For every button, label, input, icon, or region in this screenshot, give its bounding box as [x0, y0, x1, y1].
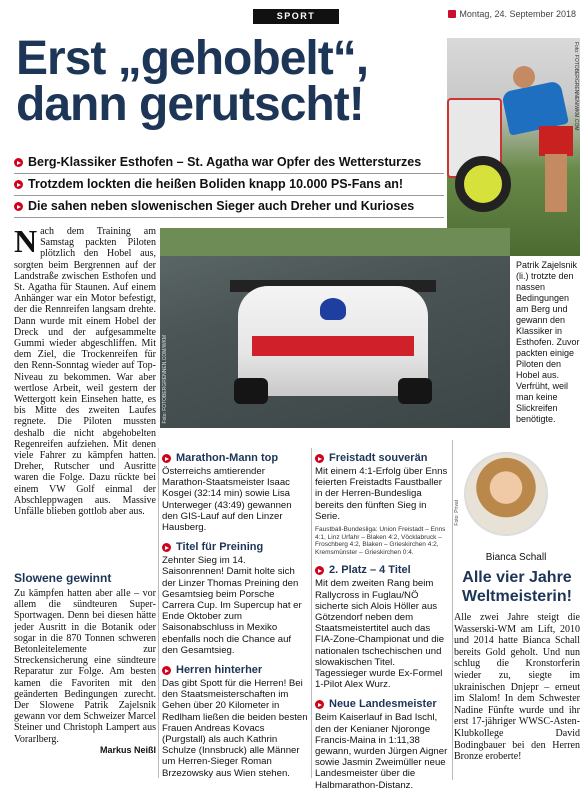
news-results: Faustball-Bundesliga: Union Freistadt – Enns 4:1, Linz Urfahr – Blaken 4:2, Vöcklabruck – Froschberg 4:2, Blaken – Grieskirchen 4:2, Kremsmünster – Grieskirchen 0:4. [315, 526, 446, 556]
sidebox-text: Alle zwei Jahre steigt die Wasserski-WM am Lift, 2010 und 2014 hatte Bianca Schall bereits Gold geholt. Und nun schlug die Kronstorferin wieder zu, siegte im ukrainischen Dnjepr – erneut im Slalom! In dem Schwester Nadine Fünfte wurde und ihr erst 17-jähriger WWSC-Asten-Klubkollege David Bodingbauer bei den Herren Bronze eroberte! [454, 612, 580, 763]
article-text-2: Zu kämpfen hatten aber alle – vor allem die sündteuren Super-Sportwagen. Denn bei diesen hätte jeder Ausritt in die Botanik oder sogar in die 870 Tonnen schweren Betonleitelemente zur Streckensicherung eine sündteure Reparatur zur Folge. Am besten kamen die Favoriten mit den geänderten Bedingungen zurecht. Der Slowene Patrik Zajelsnik gewann vor dem Schweizer Marcel Steiner und Christoph Lampert aus Vorarlberg. [14, 588, 156, 745]
drop-cap: N [14, 223, 38, 259]
news-text: Das gibt Spott für die Herren! Bei den Staatsmeisterschaften im Gehen über 20 Kilometer in Redlham ließen die beiden besten Frauen Andreas Kovacs (Purgstall) als auch Kathrin Schulze (Innsbruck) alle Männer um Herren-Sieger Roman Brzezowsky aus Wien stehen. [162, 678, 308, 779]
headline-line-1: Erst „gehobelt“, [16, 32, 369, 85]
news-title: 2. Platz – 4 Titel [315, 564, 449, 577]
tyre-shape [455, 156, 511, 212]
news-text: Mit einem 4:1-Erfolg über Enns feierten Freistadts Faustballer in der Herren-Bundesliga bereits den fünften Sieg in Serie. [315, 466, 448, 522]
sidebox-headline: Alle vier Jahre Weltmeisterin! [462, 569, 572, 605]
photo-credit: Foto: Privat [454, 500, 460, 526]
helmet-shape [320, 298, 346, 320]
person-legs-shape [545, 154, 567, 212]
photo-credit: Foto: FOTOBERGRENNEN/WKM.COM [573, 42, 579, 131]
news-title: Herren hinterher [162, 664, 308, 677]
article-text: ach dem Training am Samstag packten Piloten plötzlich den Hobel aus, sorgten beim Bergrennen auf der Landstraße zwischen Esthofen und St. Agatha für Staunen. Auf einem Anhänger war ein Motor befestigt, der die Rennreifen langsam drehte. Dann wurde mit einem Hobel der Dreck und der aufgesammelte Gummi wieder abgeschliffen. Mit dem Ziel, die Trockenreifen für den Renn-Sonntag wieder auf Top-Niveau zu bekommen. War aber wertlose Arbeit, weil gestern der Wettergott kein Einsehen hatte, es bis Mitte des zweiten Laufes regnete. Die Piloten mussten deshalb die nicht abgehobelten Regenreifen aufziehen. Mit denen viele Fahrer zu kämpfen hatten. Dreher, Rutscher und Ausritte waren die Folge. Dazu rückte bei einem VW Golf einmal der Abschleppwagen aus. Massive Unfälle blieben gottlob aber aus. [14, 226, 156, 518]
race-car-photo [160, 228, 510, 428]
news-column-2 [315, 452, 449, 792]
person-head-shape [513, 66, 535, 88]
article-body-2 [14, 588, 156, 756]
grass-strip [160, 228, 510, 256]
teaser-bullets [14, 152, 444, 218]
headline-line-2: dann gerutscht! [16, 78, 364, 131]
news-title: Titel für Preining [162, 541, 308, 554]
news-text: Mit dem zweiten Rang beim Rallycross in Fuglau/NÖ sicherte sich Alois Höller aus Götzendorf neben dem Staatsmeistertitel auch das FIA-Zone-Championat und die nationalen tschechischen und slowakischen Titel. Tagessieger wurde Ex-Formel 1-Pilot Alex Wurz. [315, 578, 445, 691]
news-title: Neue Landesmeister [315, 698, 449, 711]
news-column-1 [162, 452, 308, 787]
headline [16, 32, 456, 131]
front-right-tyre [398, 378, 432, 404]
person-shorts-shape [539, 126, 573, 156]
news-title: Freistadt souverän [315, 452, 449, 465]
column-divider [311, 448, 312, 778]
portrait-photo [464, 452, 548, 536]
author: Markus Neißl [99, 744, 156, 755]
photo-caption: Patrik Zajelsnik (li.) trotzte den nassen Bedingungen am Berg und gewann den Klassiker in Esthofen. Zuvor packten einige Piloten den Hobel aus. Verfrüht, weil man keine Slickreifen benötigte. [516, 260, 580, 424]
teaser-bullet: Die sahen neben slowenischen Sieger auch Dreher und Kurioses [14, 196, 444, 218]
portrait-name: Bianca Schall [485, 552, 547, 563]
teaser-bullet: Berg-Klassiker Esthofen – St. Agatha war Opfer des Wettersturzes [14, 152, 444, 174]
mechanic-photo [447, 38, 580, 256]
race-car-stripe [252, 336, 414, 356]
column-divider [452, 440, 453, 780]
date-text: Montag, 24. September 2018 [459, 9, 576, 19]
front-left-tyre [234, 378, 268, 404]
article-subhead: Slowene gewinnt [14, 571, 112, 585]
column-divider [158, 448, 159, 778]
krone-logo-icon [448, 10, 456, 18]
news-text: Zehnter Sieg im 14. Saisonrennen! Damit holte sich der Linzer Thomas Preining den Gesamtsieg beim Porsche Carrera Cup. Im Supercup hat er Ende Oktober zum Saisonabschluss in Mexiko ebenfalls noch die Chance auf den Gesamtsieg. [162, 555, 302, 656]
news-title: Marathon-Mann top [162, 452, 308, 465]
news-text: Österreichs amtierender Marathon-Staatsmeister Isaac Kosgei (32:14 min) sowie Lisa Unterweger (43:49) gewannen den GIS-Lauf auf den Linzer Hausberg. [162, 466, 292, 534]
section-label: SPORT [253, 9, 339, 24]
teaser-bullet: Trotzdem lockten die heißen Boliden knapp 10.000 PS-Fans an! [14, 174, 444, 196]
photo-credit: Foto: FOTOBERGRENNEN.COM/WKM [162, 335, 168, 424]
news-text: Beim Kaiserlauf in Bad Ischl, den der Kenianer Njoronge Francis-Maina in 1:11,38 gewann, wurden Jürgen Aigner sowie Jasmin Zweimüller neue Landesmeister über die Halbmarathon-Distanz. [315, 712, 448, 791]
issue-date [448, 9, 576, 19]
article-body [14, 223, 156, 518]
